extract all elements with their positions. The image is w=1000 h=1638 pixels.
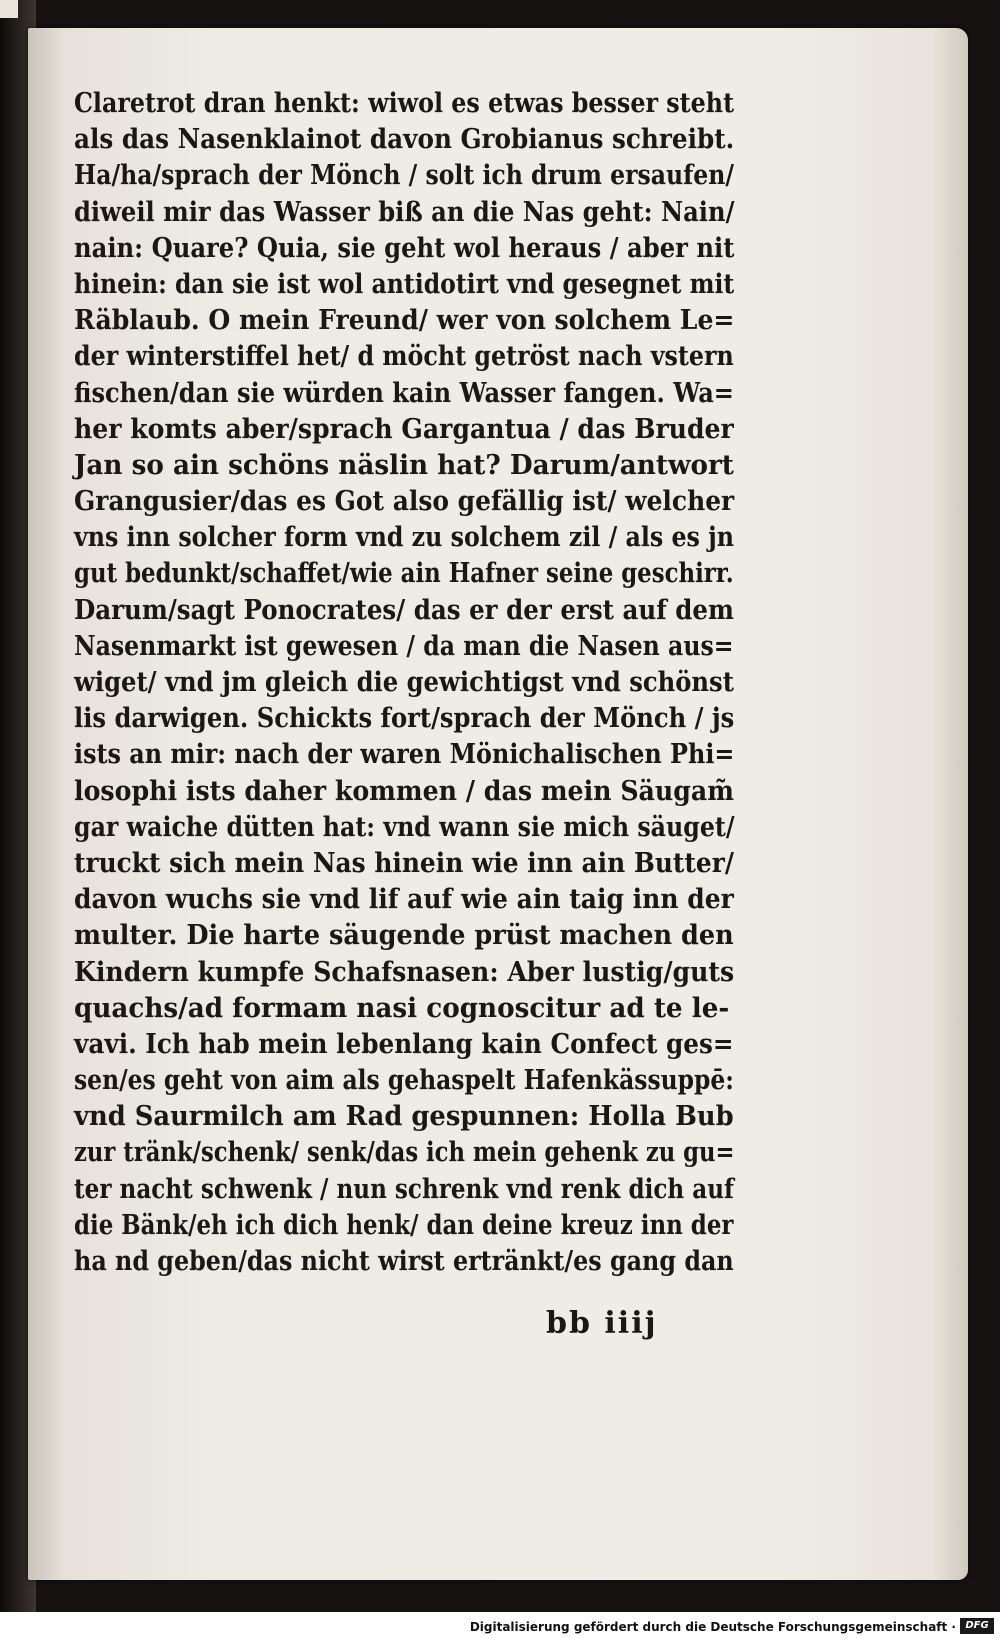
dfg-logo-icon: DFG xyxy=(960,1618,994,1634)
text-line: quachs/ad formam nasi cognoscitur ad te le- xyxy=(74,992,730,1024)
text-line: fischen/dan sie würden kain Wasser fangen. Wa= xyxy=(74,377,734,409)
corner-marker xyxy=(0,0,18,18)
text-line: lis darwigen. Schickts fort/sprach der Mönch / js xyxy=(74,703,735,735)
text-line: ha nd geben/das nicht wirst ertränkt/es gang dan xyxy=(74,1246,734,1277)
text-line: vavi. Ich hab mein lebenlang kain Confect ges= xyxy=(74,1028,734,1060)
text-line: truckt sich mein Nas hinein wie inn ain Butter/ xyxy=(74,847,734,879)
text-line: nain: Quare? Quia, sie geht wol heraus / aber nit xyxy=(74,232,735,264)
text-line: gar waiche dütten hat: vnd wann sie mich säuget/ xyxy=(74,811,735,843)
text-line: sen/es geht von aim als gehaspelt Hafenkässuppē: xyxy=(74,1065,734,1097)
text-line: Darum/sagt Ponocrates/ das er der erst auf dem xyxy=(74,594,734,626)
text-line: multer. Die harte säugende prüst machen den xyxy=(74,920,734,952)
text-line: ists an mir: nach der waren Mönichalischen Phi= xyxy=(74,739,735,771)
text-line: Grangusier/das es Got also gefällig ist/ welcher xyxy=(74,486,735,518)
text-line: Räblaub. O mein Freund/ wer von solchem Le= xyxy=(74,305,735,337)
book-page xyxy=(28,28,968,1580)
text-line: ter nacht schwenk / nun schrenk vnd renk dich auf xyxy=(74,1173,734,1205)
digitization-credit: Digitalisierung gefördert durch die Deutsche Forschungsgemeinschaft · xyxy=(469,1620,956,1634)
text-line: her komts aber/sprach Gargantua / das Bruder xyxy=(74,413,734,445)
text-line: gut bedunkt/schaffet/wie ain Hafner seine geschirr. xyxy=(74,558,734,590)
text-line: diweil mir das Wasser biß an die Nas geht: Nain/ xyxy=(74,196,735,228)
page-text-block xyxy=(74,86,754,1280)
signature-mark: bb iiij xyxy=(546,1306,658,1341)
text-line: davon wuchs sie vnd lif auf wie ain taig inn der xyxy=(74,884,734,916)
text-line: Jan so ain schöns näslin hat? Darum/antwort xyxy=(74,449,734,481)
text-line: zur tränk/schenk/ senk/das ich mein gehenk zu gu= xyxy=(74,1137,735,1169)
text-line: wiget/ vnd jm gleich die gewichtigst vnd schönst xyxy=(74,667,734,698)
text-line: Nasenmarkt ist gewesen / da man die Nasen aus= xyxy=(74,630,734,662)
text-line: Claretrot dran henkt: wiwol es etwas besser steht xyxy=(74,88,735,119)
text-line: als das Nasenklainot davon Grobianus schreibt. xyxy=(74,124,735,156)
text-line: hinein: dan sie ist wol antidotirt vnd gesegnet mit xyxy=(74,268,735,300)
text-line: die Bänk/eh ich dich henk/ dan deine kreuz inn der xyxy=(74,1209,734,1241)
text-line: Kindern kumpfe Schafsnasen: Aber lustig/guts xyxy=(74,956,735,988)
text-line: Ha/ha/sprach der Mönch / solt ich drum ersaufen/ xyxy=(74,160,734,192)
text-line: vnd Saurmilch am Rad gespunnen: Holla Bub xyxy=(74,1101,734,1133)
text-line: der winterstiffel het/ d möcht getröst nach vstern xyxy=(74,341,734,373)
text-line: losophi ists daher kommen / das mein Säugam̃ xyxy=(74,775,735,807)
text-line: vns inn solcher form vnd zu solchem zil / als es jn xyxy=(74,522,734,554)
